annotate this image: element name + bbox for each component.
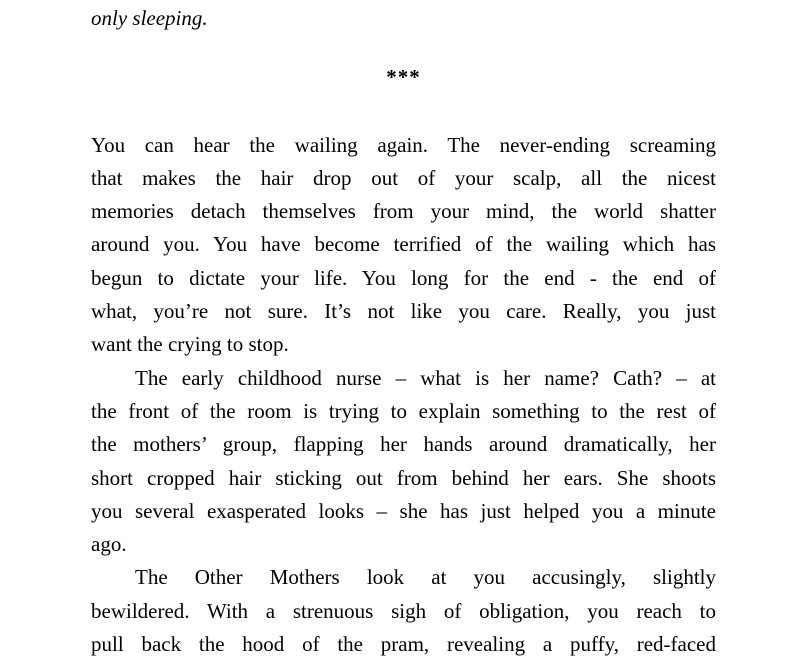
text-line: The Other Mothers look at you accusingly, slightly	[135, 565, 716, 590]
section-separator: ***	[386, 65, 421, 90]
text-column	[91, 2, 716, 658]
text-line: that makes the hair drop out of your scalp, all the nicest	[91, 165, 716, 190]
paragraph-3	[91, 561, 716, 658]
text-line: the mothers’ group, flapping her hands around dramatically, her	[91, 432, 716, 457]
text-line: pull back the hood of the pram, revealing a puffy, red-faced	[91, 632, 716, 657]
text-line: want the crying to stop.	[91, 332, 289, 357]
text-line: around you. You have become terrified of the wailing which has	[91, 232, 716, 257]
text-line: bewildered. With a strenuous sigh of obligation, you reach to	[91, 598, 716, 623]
text-line: The early childhood nurse – what is her name? Cath? – at	[135, 365, 716, 390]
text-line: You can hear the wailing again. The never-ending screaming	[91, 132, 716, 157]
paragraph-2	[91, 362, 716, 562]
text-line: ago.	[91, 532, 127, 557]
text-line: the front of the room is trying to explain something to the rest of	[91, 398, 716, 423]
text-line: you several exasperated looks – she has just helped you a minute	[91, 498, 716, 523]
text-line: what, you’re not sure. It’s not like you care. Really, you just	[91, 299, 716, 324]
text-line: short cropped hair sticking out from behind her ears. She shoots	[91, 465, 716, 490]
opening-line-italic: only sleeping.	[91, 6, 208, 30]
paragraph-1	[91, 129, 716, 362]
text-line: memories detach themselves from your mind, the world shatter	[91, 199, 716, 224]
text-line: begun to dictate your life. You long for the end - the end of	[91, 265, 716, 290]
